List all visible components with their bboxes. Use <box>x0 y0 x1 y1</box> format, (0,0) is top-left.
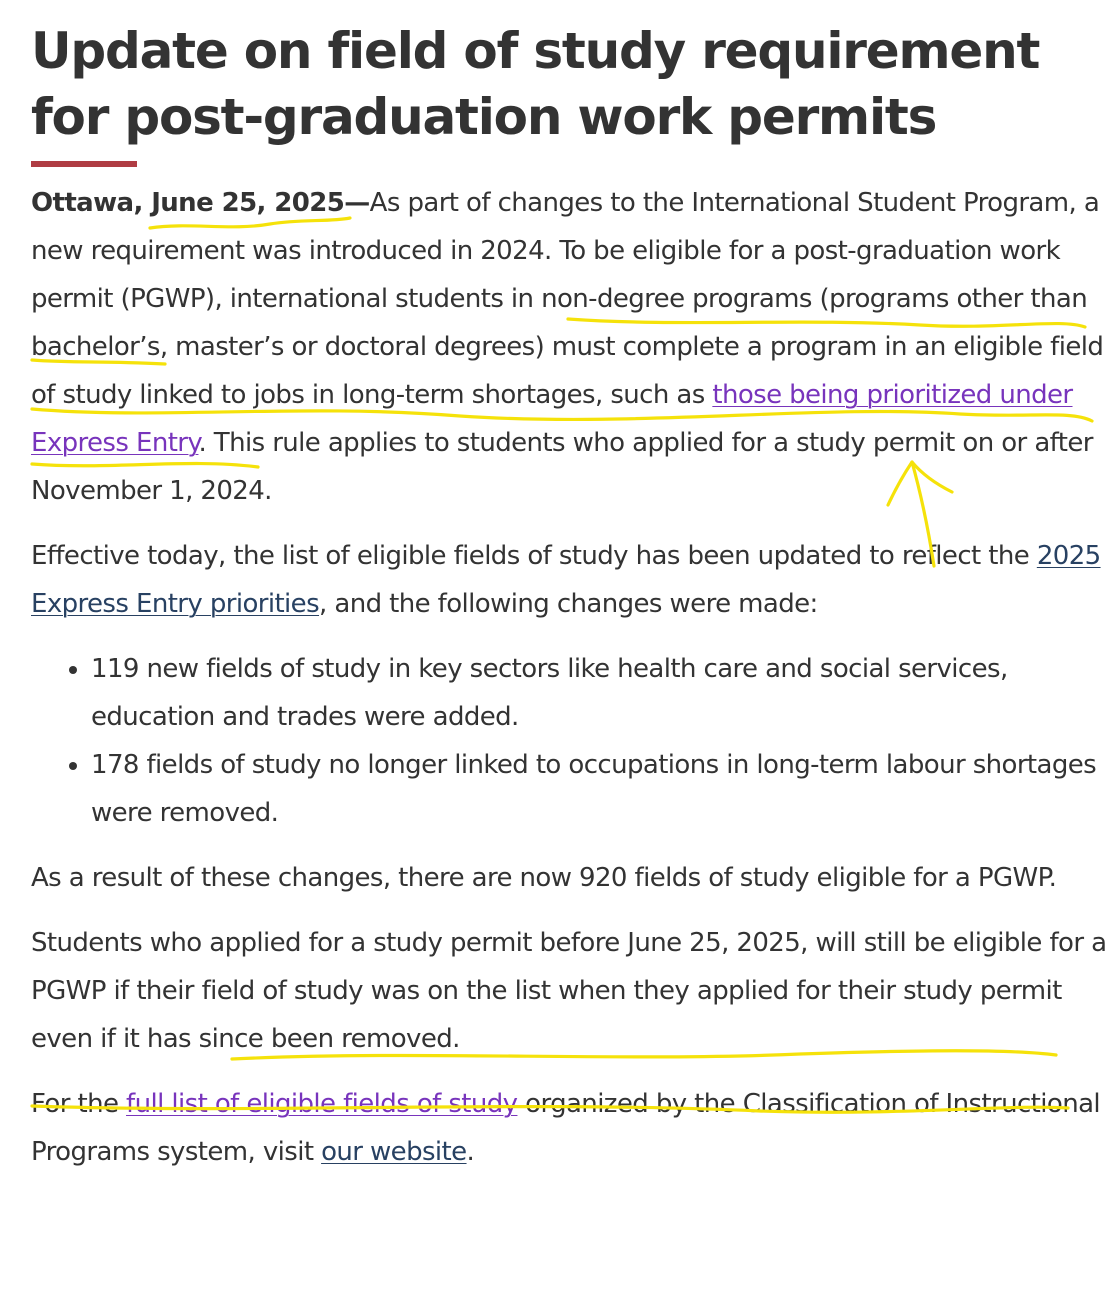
changes-list <box>31 645 1111 837</box>
paragraph-intro <box>31 179 1111 515</box>
paragraph-effective <box>31 532 1111 628</box>
effective-text: Effective today, the list of eligible fields of study has been updated to reflect the <box>31 541 1037 571</box>
full-list-link[interactable]: full list of eligible fields of study <box>126 1089 518 1119</box>
dateline: Ottawa, June 25, 2025 <box>31 188 345 218</box>
title-underline-rule <box>31 161 137 167</box>
full-list-text-end: . <box>466 1137 475 1167</box>
effective-text-end: , and the following changes were made: <box>319 589 818 619</box>
express-entry-priorities-link[interactable]: 2025 Express Entry priorities <box>31 541 1101 619</box>
dateline-dash: — <box>344 188 370 218</box>
intro-text-end: . This rule applies to students who applied for a study permit on or after November 1, 2024. <box>31 428 1093 506</box>
our-website-link[interactable]: our website <box>321 1137 467 1167</box>
article <box>31 18 1111 1193</box>
full-list-text: For the <box>31 1089 127 1119</box>
list-item: • 119 new fields of study in key sectors like health care and social services, education and trades were added. <box>91 645 1111 741</box>
paragraph-result: As a result of these changes, there are now 920 fields of study eligible for a PGWP. <box>31 863 1057 893</box>
list-item: • 178 fields of study no longer linked to occupations in long-term labour shortages were removed. <box>91 741 1111 837</box>
page-title: Update on field of study requirement for post-graduation work permits <box>31 22 1040 146</box>
paragraph-students: Students who applied for a study permit before June 25, 2025, will still be eligible for a PGWP if their field of study was on the list when they applied for their study permit even if it has since been removed. <box>31 928 1107 1054</box>
intro-text: As part of changes to the International Student Program, a new requirement was introduced in 2024. To be eligible for a post-graduation work permit (PGWP), international students in non-degree programs (programs other than bachelor’s, master’s or doctoral degrees) must complete a program in an eligible field of study linked to jobs in long-term shortages, such as <box>31 188 1104 410</box>
express-entry-prioritized-link[interactable]: those being prioritized under Express Entry <box>31 380 1073 458</box>
full-list-text-mid: organized by the Classification of Instructional Programs system, visit <box>31 1089 1101 1167</box>
paragraph-full-list <box>31 1080 1111 1176</box>
